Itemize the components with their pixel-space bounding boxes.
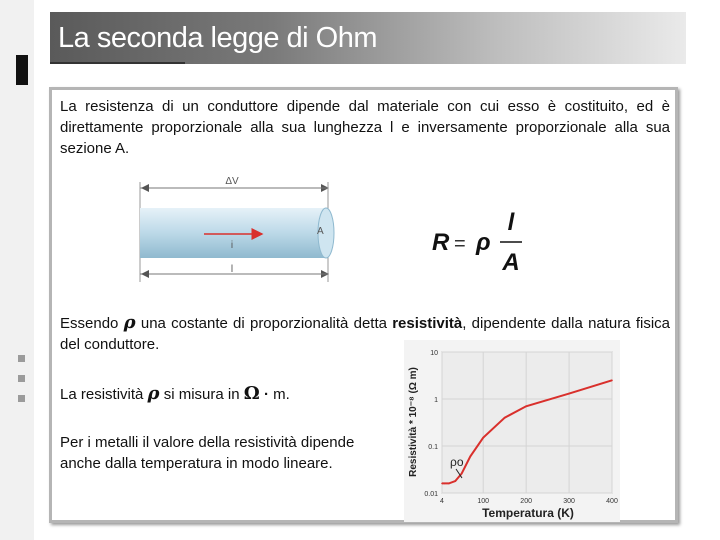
rho-symbol: ρ (147, 383, 160, 404)
x-tick-label: 100 (477, 498, 490, 505)
dot-symbol: · (263, 386, 269, 403)
data-point (504, 417, 506, 419)
decoration-square (18, 395, 25, 402)
omega-symbol: Ω (243, 383, 260, 404)
data-point (482, 437, 484, 439)
p4-text: Per i metalli il valore della resistività dipende anche dalla temperatura in modo lineare. (60, 434, 355, 472)
decoration-square (18, 355, 25, 362)
y-tick-label: 10 (430, 350, 438, 357)
y-tick-label: 0.01 (424, 491, 438, 498)
formula-denominator: A (502, 249, 520, 276)
conductor-figure (132, 174, 344, 282)
data-point (611, 379, 613, 381)
x-tick-label: 300 (563, 498, 575, 505)
p2-before: Essendo (60, 315, 119, 332)
x-tick-label: 400 (606, 498, 618, 505)
temperature-paragraph (60, 432, 360, 474)
resistivity-term: resistività (392, 315, 463, 332)
formula-equals: = (454, 233, 466, 255)
formula-r: R (432, 229, 450, 256)
left-decoration-band (0, 0, 34, 540)
plot-area (442, 352, 612, 493)
intro-text: La resistenza di un conduttore dipende dal materiale con cui esso è costituito, ed è direttamente proporzionale alla sua lunghezza l e inversamente proporzionale alla sua sezione A. (60, 98, 670, 157)
p3-middle: si misura in (163, 386, 240, 403)
data-point (568, 393, 570, 395)
data-point (441, 483, 443, 485)
x-tick-label: 4 (440, 498, 444, 505)
y-tick-label: 1 (434, 397, 438, 404)
y-axis-label: Resistività * 10⁻⁸ (Ω m) (408, 367, 419, 477)
intro-paragraph (60, 96, 670, 159)
length-label: l (230, 264, 234, 275)
data-point (470, 456, 472, 458)
unit-paragraph (60, 383, 290, 405)
x-tick-label: 200 (520, 498, 532, 505)
resistivity-temperature-chart (404, 340, 620, 522)
voltage-label: ΔV (225, 176, 239, 187)
unit-m: m. (273, 386, 290, 403)
title-underline (50, 62, 185, 64)
decoration-square (18, 375, 25, 382)
formula-rho: ρ (476, 229, 491, 256)
y-tick-label: 0.1 (428, 444, 438, 451)
data-point (444, 483, 446, 485)
decoration-block (16, 55, 28, 85)
slide-title: La seconda legge di Ohm (58, 22, 377, 54)
p3-before: La resistività (60, 386, 144, 403)
data-point (461, 473, 463, 475)
data-point (455, 480, 457, 482)
data-point (525, 405, 527, 407)
ohm-formula (428, 204, 528, 276)
rho-symbol: ρ (123, 312, 136, 333)
formula-numerator: l (507, 209, 515, 236)
x-axis-label: Temperatura (K) (482, 506, 574, 520)
p2-middle: una costante di proporzionalità detta (140, 315, 387, 332)
data-point (448, 483, 450, 485)
area-label: A (317, 226, 324, 237)
rho0-annotation: ρo (450, 455, 464, 469)
current-label: i (230, 240, 234, 251)
p2-after: , dipendente dalla natura fisica del conduttore. (60, 315, 671, 353)
